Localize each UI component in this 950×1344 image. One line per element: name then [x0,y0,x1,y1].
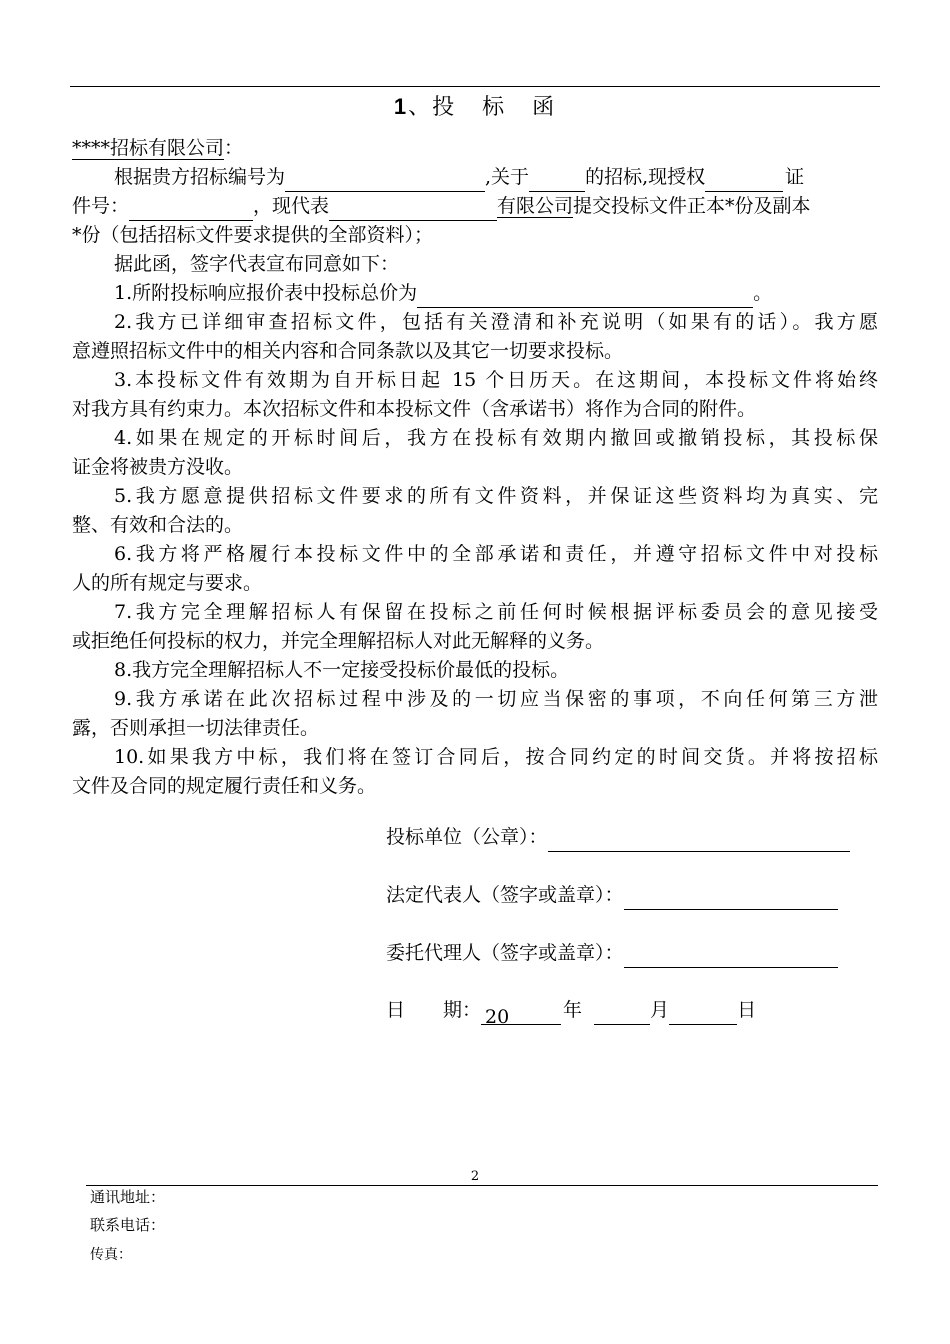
month-label: 月 [650,999,670,1021]
para1-text-a: 根据贵方招标编号为 [114,166,286,188]
para1-text-e: 件号： [72,195,130,217]
sign-unit-row [386,822,850,852]
item4-line2: 证金将被贵方没收。 [72,456,244,478]
item8-line1: 8.我方完全理解招标人不一定接受投标价最低的投标。 [114,659,570,681]
day-blank[interactable] [669,1002,737,1025]
footer-fax: 传真： [90,1247,132,1263]
sign-legal-label: 法定代表人（签字或盖章）： [386,884,624,906]
authorized-person-blank[interactable] [705,167,783,192]
page-title [70,92,880,123]
item9-line2: 露，否则承担一切法律责任。 [72,717,320,739]
item1-text: 1.所附投标响应报价表中投标总价为 [114,282,418,304]
item3-line2: 对我方具有约束力。本次招标文件和本投标文件（含承诺书）将作为合同的附件。 [72,398,757,420]
salutation-colon: ： [224,137,244,159]
item10-line1: 10.如果我方中标，我们将在签订合同后，按合同约定的时间交货。并将按招标 [114,746,878,768]
year-prefix: 20 [485,1006,510,1028]
sign-unit-label: 投标单位（公章）： [386,826,548,848]
intro-line [72,250,878,279]
para1-line3 [72,221,878,250]
para1-text-h: 提交投标文件正本*份及副本 [573,195,811,217]
item5-line2: 整、有效和合法的。 [72,514,244,536]
salutation: ****招标有限公司 [72,137,225,159]
para1-text-b: ,关于 [485,166,530,188]
date-label-b: 期： [443,999,482,1021]
para1-text-f: ，现代表 [253,195,330,217]
sign-date-row [386,995,757,1028]
para1-line2 [72,192,878,221]
letter-body [72,134,878,801]
date-label-a: 日 [386,999,406,1021]
sign-agent-blank[interactable] [624,945,838,968]
item9-line1: 9.我方承诺在此次招标过程中涉及的一切应当保密的事项，不向任何第三方泄 [114,688,878,710]
intro-text: 据此函，签字代表宣布同意如下： [114,253,400,275]
item4-line1: 4.如果在规定的开标时间后，我方在投标有效期内撤回或撤销投标，其投标保 [114,427,878,449]
para1-text-g: 有限公司 [497,195,574,217]
item7-line2: 或拒绝任何投标的权力，并完全理解招标人对此无解释的义务。 [72,630,605,652]
project-blank[interactable] [529,167,585,192]
sign-agent-row [386,938,838,968]
item1-end: 。 [753,282,773,304]
item5-line1: 5.我方愿意提供招标文件要求的所有文件资料，并保证这些资料均为真实、完 [114,485,878,507]
footer-phone: 联系电话： [90,1217,166,1234]
year-blank[interactable] [481,1002,561,1028]
para1-text-c: 的招标,现授权 [585,166,706,188]
month-blank[interactable] [594,1002,650,1025]
sign-legal-row [386,880,838,910]
company-blank[interactable] [329,196,497,221]
salutation-line [72,134,878,163]
item1-line [72,279,878,308]
sign-unit-blank[interactable] [548,829,850,852]
footer-rule [86,1185,878,1186]
para1-text-d: 证 [785,166,805,188]
page-number: 2 [470,1169,480,1184]
id-number-blank[interactable] [129,196,253,221]
item2-line1: 2.我方已详细审查招标文件，包括有关澄清和补充说明（如果有的话）。我方愿 [114,311,878,333]
item2-line2: 意遵照招标文件中的相关内容和合同条款以及其它一切要求投标。 [72,340,624,362]
footer-address: 通讯地址： [90,1189,166,1206]
title-char-3: 函 [532,95,557,120]
item6-line2: 人的所有规定与要求。 [72,572,263,594]
sign-agent-label: 委托代理人（签字或盖章）： [386,942,624,964]
tender-number-blank[interactable] [285,167,485,192]
title-char-2: 标 [482,95,507,120]
para1-text-i: *份（包括招标文件要求提供的全部资料）； [72,224,434,246]
title-number: 1 [393,94,409,119]
day-label: 日 [737,999,757,1021]
sign-legal-blank[interactable] [624,887,838,910]
title-char-1: 投 [432,95,457,120]
item6-line1: 6.我方将严格履行本投标文件中的全部承诺和责任，并遵守招标文件中对投标 [114,543,878,565]
para1-line1 [72,163,878,192]
title-separator: 、 [408,95,433,120]
total-price-blank[interactable] [417,283,753,308]
item10-line2: 文件及合同的规定履行责任和义务。 [72,775,377,797]
header-rule [70,86,880,87]
year-label: 年 [563,999,583,1021]
item3-line1: 3.本投标文件有效期为自开标日起 15 个日历天。在这期间，本投标文件将始终 [114,369,878,391]
item7-line1: 7.我方完全理解招标人有保留在投标之前任何时候根据评标委员会的意见接受 [114,601,878,623]
